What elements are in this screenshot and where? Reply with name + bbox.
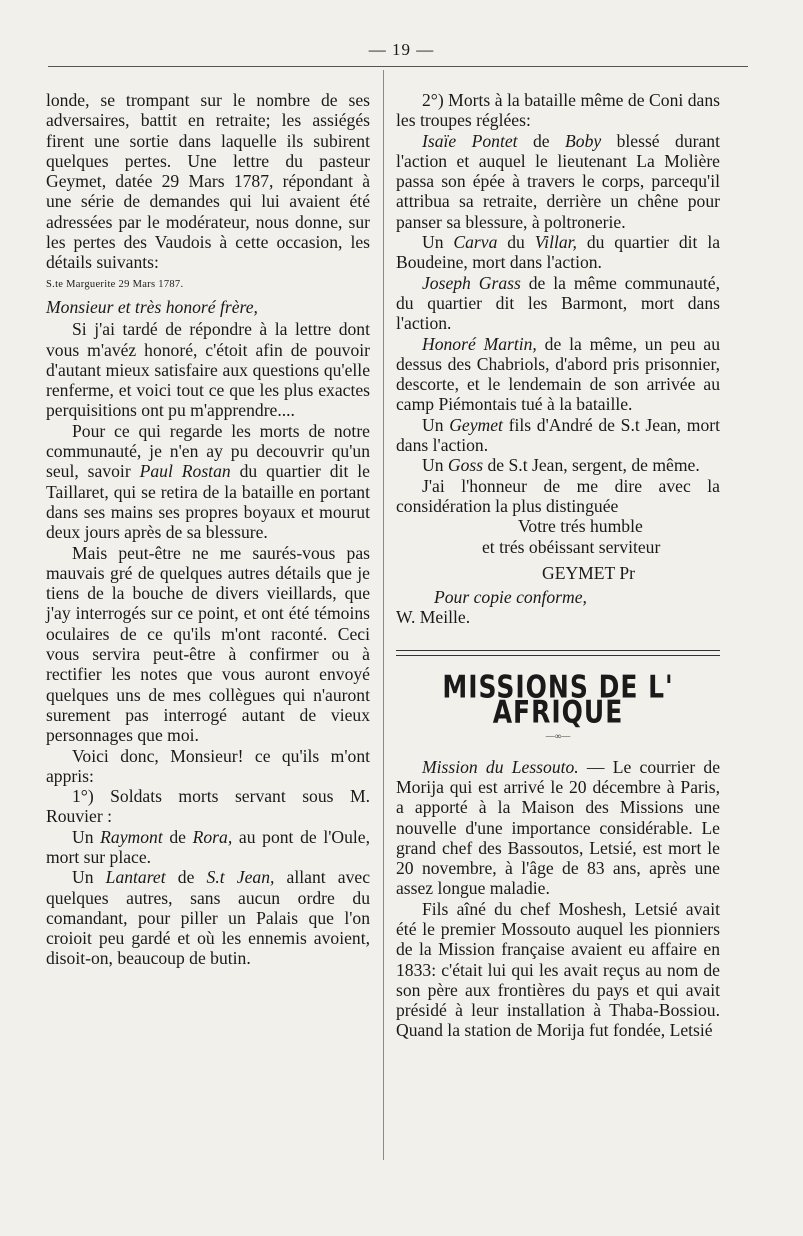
text-run: du quartier dit la Boudeine, mort dans l'action. <box>396 232 721 273</box>
text-run: de la même communauté, du quartier dit les Barmont, mort dans l'action. <box>396 272 721 334</box>
header-rule <box>48 66 748 67</box>
text-run: Mission du Lessouto. <box>422 756 579 777</box>
paragraph-s1 <box>396 757 720 899</box>
paragraph-r5 <box>396 334 720 415</box>
text-run: Un <box>422 455 448 476</box>
text-run: Raymont <box>100 826 163 847</box>
text-run: fils d'André de S.t Jean, mort dans l'action. <box>396 414 720 456</box>
signature-line-2: et trés obéissant serviteur <box>482 536 661 557</box>
text-run: Pour ce qui regarde les morts de notre communauté, je n'en ay pu decouvrir qu'un seul, savoir <box>46 420 370 482</box>
paragraph-l_date: S.te Marguerite 29 Mars 1787. <box>46 278 184 290</box>
text-run: au pont de l'Oule, mort sur place. <box>46 826 371 867</box>
text-run: Honoré Martin, <box>422 333 537 354</box>
signature-line-1: Votre trés humble <box>518 516 643 537</box>
paragraph-r6 <box>396 415 720 456</box>
paragraph-r4 <box>396 273 720 334</box>
paragraph-r7 <box>396 455 720 475</box>
text-run: de la même, un peu au dessus des Chabriols, d'abord pris prisonnier, descorte, et le lendemain de son arrivée au camp Piémontais tué à la bataille. <box>396 333 721 415</box>
paragraph-l6: 1°) Soldats morts servant sous M. Rouvier : <box>46 786 370 827</box>
text-run: Un <box>72 826 101 847</box>
text-run: blessé durant l'action et auquel le lieutenant La Molière passa son épée à travers le corps, parcequ'il attribua sa retraite, derrière un chêne pour panser sa blessure, à poltronerie. <box>396 130 720 232</box>
text-run: de <box>165 867 207 888</box>
column-divider <box>383 70 384 1160</box>
text-run: Isaïe Pontet <box>422 130 518 151</box>
paragraph-l_salut: Monsieur et très honoré frère, <box>46 296 258 317</box>
text-run: Joseph Grass <box>422 272 521 293</box>
text-run: Paul Rostan <box>139 461 231 482</box>
section-title: MISSIONS DE L' AFRIQUE <box>442 668 674 731</box>
paragraph-r1: 2°) Morts à la bataille même de Coni dans les troupes réglées: <box>396 90 720 131</box>
paragraph-r2 <box>396 131 720 232</box>
right-column <box>396 90 720 1041</box>
signature-block <box>396 516 720 627</box>
text-run: Geymet <box>449 414 503 435</box>
section-divider <box>396 650 720 656</box>
text-run: Un <box>422 414 450 435</box>
text-run: Lantaret <box>105 867 166 888</box>
text-run: Villar, <box>534 232 577 253</box>
left-column <box>46 90 370 969</box>
paragraph-l4: Mais peut-être ne me saurés-vous pas mauvais gré de quelques autres détails que je tiens de la bouche de divers vieillards, que j'ay interrogés sur ce point, et ont été témoins oculaires de ce qu'ils m'ont raconté. Ceci vous servira peut-être à confirmer ou à rectifier les notes que vous auront envoyé quelques uns de mes collègues qui n'auront surement pas interrogé autant de vieux personnages que moi. <box>46 542 370 746</box>
copy-conform-note: Pour copie conforme, <box>434 587 587 608</box>
text-run: Boby <box>565 130 602 151</box>
paragraph-r3 <box>396 232 720 273</box>
text-run: du quartier dit le Taillaret, qui se retira de la bataille en portant dans ses mains ses propres boyaux et mourut deux jours après de sa blessure. <box>46 461 370 543</box>
text-run: du <box>497 232 535 253</box>
text-run: — Le courrier de Morija qui est arrivé le 20 décembre à Paris, a apporté à la Maison des Missions une nouvelle d'une importance considérable. Le grand chef des Bassoutos, Letsié, est mort le 20 novembre, à l'âge de 83 ans, après une assez longue maladie. <box>396 756 721 899</box>
paragraph-s2: Fils aîné du chef Moshesh, Letsié avait été le premier Mossouto auquel les pionniers de la Mission française avaient eu affaire en 1833: c'était lui qui les avait reçus au nom de son père aux frontières du pays et qui avait présidé à leur installation à Thaba-Bossiou. Quand la station de Morija fut fondée, Letsié <box>396 898 720 1041</box>
section-body <box>396 757 720 1041</box>
title-ornament: —∞— <box>545 731 571 742</box>
signature-name: GEYMET Pr <box>542 562 636 583</box>
text-run: Goss <box>447 455 484 476</box>
text-run: de <box>162 826 193 847</box>
text-run: Rora, <box>192 826 233 847</box>
text-run: Un <box>422 232 454 253</box>
text-run: de S.t Jean, sergent, de même. <box>483 455 700 476</box>
text-run: Un <box>72 867 106 888</box>
text-run: allant avec quelques autres, sans aucun ordre du comandant, pour piller un Palais que l'on croioit peu gardé et où les ennemis avoient, disoit-on, beaucoup de butin. <box>46 867 371 969</box>
paragraph-l1: londe, se trompant sur le nombre de ses adversaires, battit en retraite; les assiégés firent une sortie dans laquelle ils subirent quelques pertes. Une lettre du pasteur Geymet, datée 29 Mars 1787, répondant à une série de demandes qui lui avaient été adressées par le modérateur, nous donne, sur les pertes des Vaudois à cette occasion, les détails suivants: <box>46 90 370 273</box>
text-run: Carva <box>453 232 498 253</box>
text-run: S.t Jean, <box>206 867 275 888</box>
copy-signatory: W. Meille. <box>396 607 471 628</box>
page-number: — 19 — <box>368 40 435 59</box>
paragraph-l8 <box>46 867 370 968</box>
paragraph-l7 <box>46 827 370 868</box>
paragraph-l3 <box>46 421 370 543</box>
paragraph-r8: J'ai l'honneur de me dire avec la considération la plus distinguée <box>396 475 720 516</box>
right-column-body <box>396 90 720 516</box>
paragraph-l2: Si j'ai tardé de répondre à la lettre dont vous m'avéz honoré, c'étoit afin de pouvoir d'autant mieux satisfaire aux questions qu'elle renferme, et voici tout ce que les plus exactes perquisitions ont pu m'apprendre.... <box>46 319 370 421</box>
text-run: de <box>517 130 566 151</box>
paragraph-l5: Voici donc, Monsieur! ce qu'ils m'ont appris: <box>46 745 370 786</box>
